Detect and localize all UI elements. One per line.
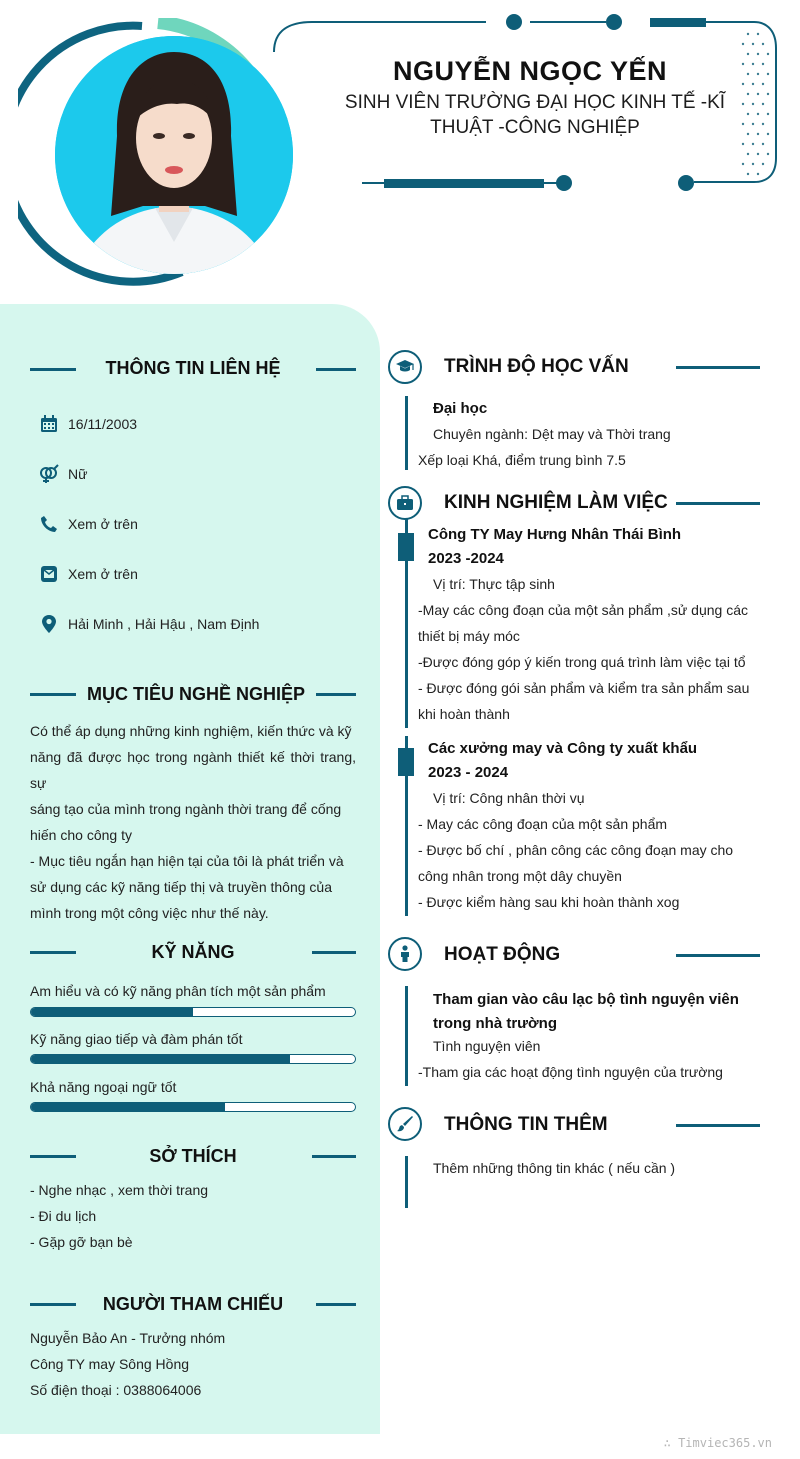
extra-section-badge [388,1107,422,1141]
phone-icon [38,513,60,535]
section-title-skills: KỸ NĂNG [151,942,235,962]
section-title-hobbies: SỞ THÍCH [149,1146,237,1166]
avatar-frame [18,18,286,290]
timeline-marker [398,748,414,776]
job-line: - May các công đoạn của một sản phẩm [418,816,668,832]
activity-name-line: Tham gian vào câu lạc bộ tình nguyện viên [433,991,739,1008]
job-period: 2023 - 2024 [428,764,509,781]
timeline-bar [405,396,408,470]
objective-line: hiến cho công ty [30,827,132,843]
job-company: Công TY May Hưng Nhân Thái Bình [428,526,682,543]
objective-line: sử dụng các kỹ năng tiếp thị và truyền thông của [30,879,333,895]
skill-bar [30,1007,356,1017]
gender-value: Nữ [68,466,88,482]
graduation-cap-icon [395,359,415,375]
divider [312,951,356,954]
skill-bar [30,1054,356,1064]
contact-item-birthdate [38,412,358,436]
divider [30,951,76,954]
section-title-references: NGƯỜI THAM CHIẾU [102,1294,284,1314]
divider [676,954,760,957]
objective-line: - Mục tiêu ngắn hạn hiện tại của tôi là phát triển và [30,853,344,869]
divider [30,368,76,371]
objective-line: năng đã được học trong ngành thiết kế thời trang, sự [30,749,356,791]
job-line: -May các công đoạn của một sản phẩm ,sử dụng các [418,602,748,618]
contact-item-phone [38,512,358,536]
contact-item-gender [38,462,358,486]
paintbrush-icon [396,1115,414,1133]
divider [30,1155,76,1158]
activity-name-line: trong nhà trường [433,1015,558,1032]
briefcase-icon [396,495,414,511]
objective-text [30,718,356,926]
skill-bar-fill [31,1055,290,1063]
section-title-education: TRÌNH ĐỘ HỌC VẤN [444,356,629,377]
objective-line: sáng tạo của mình trong ngành thời trang để cống [30,801,342,817]
email-icon [38,563,60,585]
section-title-objective: MỤC TIÊU NGHỀ NGHIỆP [86,684,305,704]
job-line: -Được đóng góp ý kiến trong quá trình làm việc tại tổ [418,654,746,670]
job-company: Các xưởng may và Công ty xuất khẩu [428,740,698,757]
job-line: - Được đóng gói sản phẩm và kiểm tra sản phẩm sau [418,680,750,696]
hobby-item: - Đi du lịch [30,1208,97,1224]
skill-label: Kỹ năng giao tiếp và đàm phán tốt [30,1031,243,1047]
divider [676,366,760,369]
extra-text: Thêm những thông tin khác ( nếu cần ) [433,1160,676,1176]
section-title-experience: KINH NGHIỆM LÀM VIỆC [444,492,668,513]
phone-value: Xem ở trên [68,516,138,532]
education-grade: Xếp loại Khá, điểm trung bình 7.5 [418,452,626,468]
person-icon [399,945,411,963]
objective-line: mình trong một công việc như thế này. [30,905,269,921]
job-period: 2023 -2024 [428,550,504,567]
calendar-icon [38,413,60,435]
gender-icon [38,463,60,485]
divider [676,502,760,505]
section-title-extra: THÔNG TIN THÊM [444,1114,608,1135]
job-line: công nhân trong một dây chuyền [418,868,622,884]
education-major: Chuyên ngành: Dệt may và Thời trang [433,426,671,442]
divider [316,1303,356,1306]
location-pin-icon [38,613,60,635]
hobby-item: - Gặp gỡ bạn bè [30,1234,133,1250]
profile-photo [55,36,293,274]
skill-label: Am hiểu và có kỹ năng phân tích một sản phẩm [30,983,326,999]
email-value: Xem ở trên [68,566,138,582]
divider [30,693,76,696]
job-position: Vị trí: Công nhân thời vụ [433,790,585,806]
activities-section-badge [388,937,422,971]
candidate-name: NGUYỄN NGỌC YẾN [392,56,668,86]
job-line: thiết bị máy móc [418,628,520,644]
watermark: ∴ Timviec365.vn [663,1436,772,1450]
reference-line: Công TY may Sông Hồng [30,1356,190,1372]
divider [30,1303,76,1306]
education-section-badge [388,350,422,384]
timeline-bar [405,986,408,1086]
hobby-item: - Nghe nhạc , xem thời trang [30,1182,209,1198]
address-value: Hải Minh , Hải Hậu , Nam Định [68,616,260,632]
job-description [418,811,759,915]
divider [316,368,356,371]
reference-line: Số điện thoại : 0388064006 [30,1382,202,1398]
contact-item-address [38,612,358,636]
activity-role: Tình nguyện viên [433,1038,541,1054]
job-position: Vị trí: Thực tập sinh [433,576,555,592]
skill-bar-fill [31,1103,225,1111]
candidate-subtitle: SINH VIÊN TRƯỜNG ĐẠI HỌC KINH TẾ -KĨ THUẬT -CÔNG NGHIỆP [344,92,726,138]
job-line: - Được bố chí , phân công các công đoạn may cho [418,842,734,858]
reference-line: Nguyễn Bảo An - Trưởng nhóm [30,1330,226,1346]
skill-label: Khả năng ngoại ngữ tốt [30,1079,177,1095]
activity-name [433,988,759,1036]
section-title-activities: HOẠT ĐỘNG [444,944,561,965]
timeline-marker [398,533,414,561]
skill-bar [30,1102,356,1112]
divider [312,1155,356,1158]
job-line: - Được kiểm hàng sau khi hoàn thành xog [418,894,680,910]
birthdate-value: 16/11/2003 [68,416,138,432]
activity-description: -Tham gia các hoạt động tình nguyện của trường [418,1064,723,1080]
job-line: khi hoàn thành [418,706,510,722]
experience-section-badge [388,486,422,520]
education-school: Đại học [433,400,488,417]
divider [316,693,356,696]
job-description [418,597,759,727]
objective-line: Có thể áp dụng những kinh nghiệm, kiến thức và kỹ [30,723,352,739]
contact-item-email [38,562,358,586]
skill-bar-fill [31,1008,193,1016]
timeline-bar [405,1156,408,1208]
divider [676,1124,760,1127]
section-title-contact: THÔNG TIN LIÊN HỆ [105,358,281,378]
